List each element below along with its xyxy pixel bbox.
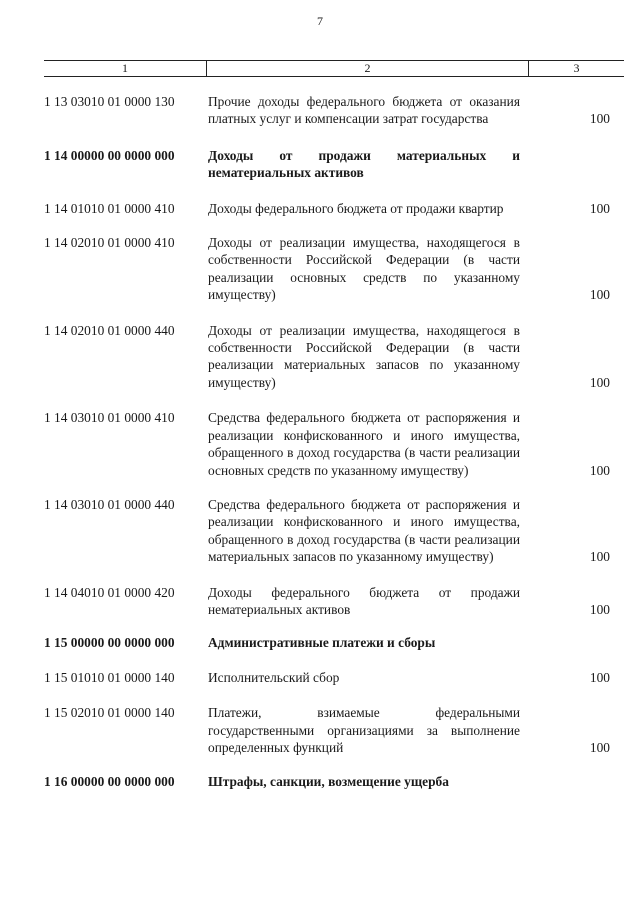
row-code: 1 13 03010 01 0000 130 xyxy=(44,94,175,109)
row-value: 100 xyxy=(589,287,610,303)
row-code: 1 16 00000 00 0000 000 xyxy=(44,774,175,790)
row-value: 100 xyxy=(589,601,610,617)
row-description: Прочие доходы федерального бюджета от оказания платных услуг и компенсации затрат государства xyxy=(208,94,520,127)
row-code: 1 14 03010 01 0000 410 xyxy=(44,410,175,426)
row-value xyxy=(520,147,624,182)
row-code: 1 14 00000 00 0000 000 xyxy=(44,147,175,163)
table-row xyxy=(44,409,624,479)
header-col-3: 3 xyxy=(573,61,580,75)
row-value: 100 xyxy=(589,669,610,685)
table-row-section xyxy=(44,147,624,182)
row-value: 100 xyxy=(589,111,610,127)
table-header xyxy=(44,60,624,77)
row-description: Доходы федерального бюджета от продажи квартир xyxy=(208,200,504,216)
row-description: Доходы от продажи материальных и нематериальных активов xyxy=(208,147,520,181)
row-description: Административные платежи и сборы xyxy=(208,635,436,651)
row-value xyxy=(520,773,624,790)
row-description: Штрафы, санкции, возмещение ущерба xyxy=(208,774,449,790)
row-value: 100 xyxy=(589,374,610,390)
row-code: 1 14 01010 01 0000 410 xyxy=(44,200,175,216)
row-value xyxy=(520,634,624,651)
table-row xyxy=(44,669,624,686)
row-code: 1 14 04010 01 0000 420 xyxy=(44,584,175,600)
table-row xyxy=(44,496,624,566)
table-body xyxy=(44,93,624,791)
table-row xyxy=(44,234,624,304)
table-row xyxy=(44,93,624,128)
table-row xyxy=(44,584,624,619)
row-description: Доходы от реализации имущества, находящегося в собственности Российской Федерации (в части реализации основных средств по указанному имуществу) xyxy=(208,235,520,303)
row-description: Средства федерального бюджета от распоряжения и реализации конфискованного и иного имущества, обращенного в доход государства (в части реализации основных средств по указанному имуществу) xyxy=(208,410,520,478)
table-row-section xyxy=(44,634,624,651)
table-row xyxy=(44,200,624,217)
row-code: 1 15 02010 01 0000 140 xyxy=(44,705,175,721)
table-row-section xyxy=(44,773,624,790)
row-description: Доходы федерального бюджета от продажи нематериальных активов xyxy=(208,584,520,617)
page-number: 7 xyxy=(317,14,323,28)
row-description: Исполнительский сбор xyxy=(208,669,340,685)
row-code: 1 14 02010 01 0000 410 xyxy=(44,235,175,251)
row-value: 100 xyxy=(589,739,610,755)
row-value: 100 xyxy=(589,462,610,478)
table-row xyxy=(44,704,624,756)
header-col-1: 1 xyxy=(44,61,207,76)
row-description: Доходы от реализации имущества, находящегося в собственности Российской Федерации (в части реализации материальных запасов по указанному имуществу) xyxy=(208,322,520,390)
row-description: Платежи, взимаемые федеральными государственными организациями за выполнение определенных функций xyxy=(208,705,520,755)
row-code: 1 14 03010 01 0000 440 xyxy=(44,496,175,512)
row-value: 100 xyxy=(589,549,610,565)
table-row xyxy=(44,322,624,392)
header-col-2: 2 xyxy=(207,61,529,76)
row-description: Средства федерального бюджета от распоряжения и реализации конфискованного и иного имущества, обращенного в доход государства (в части реализации материальных запасов по указанному имуществу) xyxy=(208,496,520,565)
row-value: 100 xyxy=(589,200,610,216)
row-code: 1 15 00000 00 0000 000 xyxy=(44,635,175,651)
row-code: 1 15 01010 01 0000 140 xyxy=(44,669,175,685)
row-code: 1 14 02010 01 0000 440 xyxy=(44,322,175,338)
